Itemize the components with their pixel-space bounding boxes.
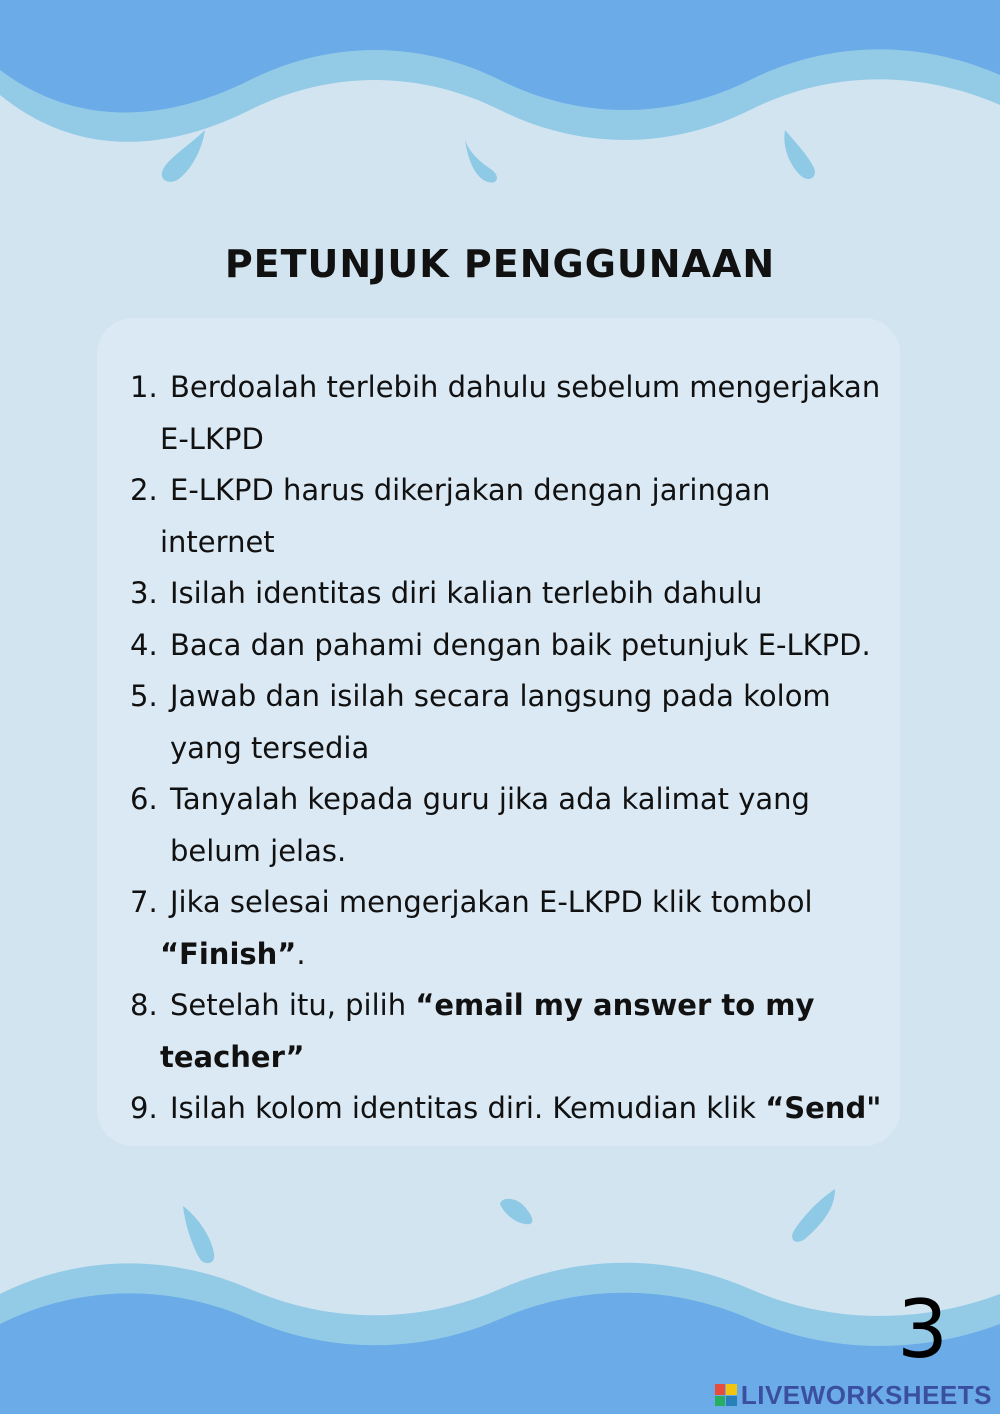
item-number: 8. (130, 988, 158, 1022)
item-text-continued: E-LKPD (160, 421, 264, 456)
list-item (130, 1083, 910, 1135)
item-number: 1. (130, 370, 158, 404)
list-item (130, 568, 910, 620)
top-wave-decoration (0, 0, 1000, 200)
item-text: Tanyalah kepada guru jika ada kalimat yang (170, 782, 810, 816)
item-text: E-LKPD harus dikerjakan dengan jaringan (170, 473, 771, 507)
item-text: Isilah kolom identitas diri. Kemudian klik (170, 1091, 766, 1125)
item-text: Setelah itu, pilih (170, 988, 416, 1022)
item-text-continued: yang tersedia (170, 730, 370, 765)
list-item (130, 671, 910, 774)
water-drop-icon (500, 1199, 532, 1225)
page-number: 3 (897, 1283, 948, 1376)
water-drop-icon (792, 1189, 835, 1242)
item-text: Baca dan pahami dengan baik petunjuk E-LKPD. (170, 627, 871, 662)
item-number: 4. (130, 627, 158, 662)
liveworksheets-logo (715, 1379, 992, 1410)
item-text-continued: internet (160, 524, 275, 559)
item-number: 6. (130, 782, 158, 816)
page-title: PETUNJUK PENGGUNAAN (224, 242, 776, 286)
item-number: 2. (130, 473, 158, 507)
email-option-keyword-continued: teacher” (160, 1039, 305, 1074)
list-item (130, 620, 910, 672)
list-item (130, 877, 910, 980)
list-item (130, 980, 910, 1083)
item-text: Jawab dan isilah secara langsung pada kolom (170, 679, 831, 713)
instructions-list (130, 362, 910, 1135)
item-text: Berdoalah terlebih dahulu sebelum mengerjakan (170, 370, 881, 404)
item-number: 5. (130, 679, 158, 713)
item-number: 3. (130, 576, 158, 610)
list-item (130, 362, 910, 465)
finish-keyword: “Finish” (160, 936, 297, 971)
liveworksheets-logo-icon (715, 1384, 737, 1406)
water-drop-icon (183, 1206, 214, 1263)
send-keyword: “Send" (765, 1091, 882, 1125)
item-text: Jika selesai mengerjakan E-LKPD klik tombol (170, 885, 813, 919)
item-text: Isilah identitas diri kalian terlebih dahulu (170, 576, 763, 610)
item-text-continued: belum jelas. (170, 833, 347, 868)
item-text-tail: . (296, 936, 306, 971)
list-item (130, 465, 910, 568)
item-number: 7. (130, 885, 158, 919)
list-item (130, 774, 910, 877)
item-number: 9. (130, 1091, 158, 1125)
email-option-keyword: “email my answer to my (415, 988, 815, 1022)
brand-name: LIVEWORKSHEETS (740, 1379, 992, 1410)
